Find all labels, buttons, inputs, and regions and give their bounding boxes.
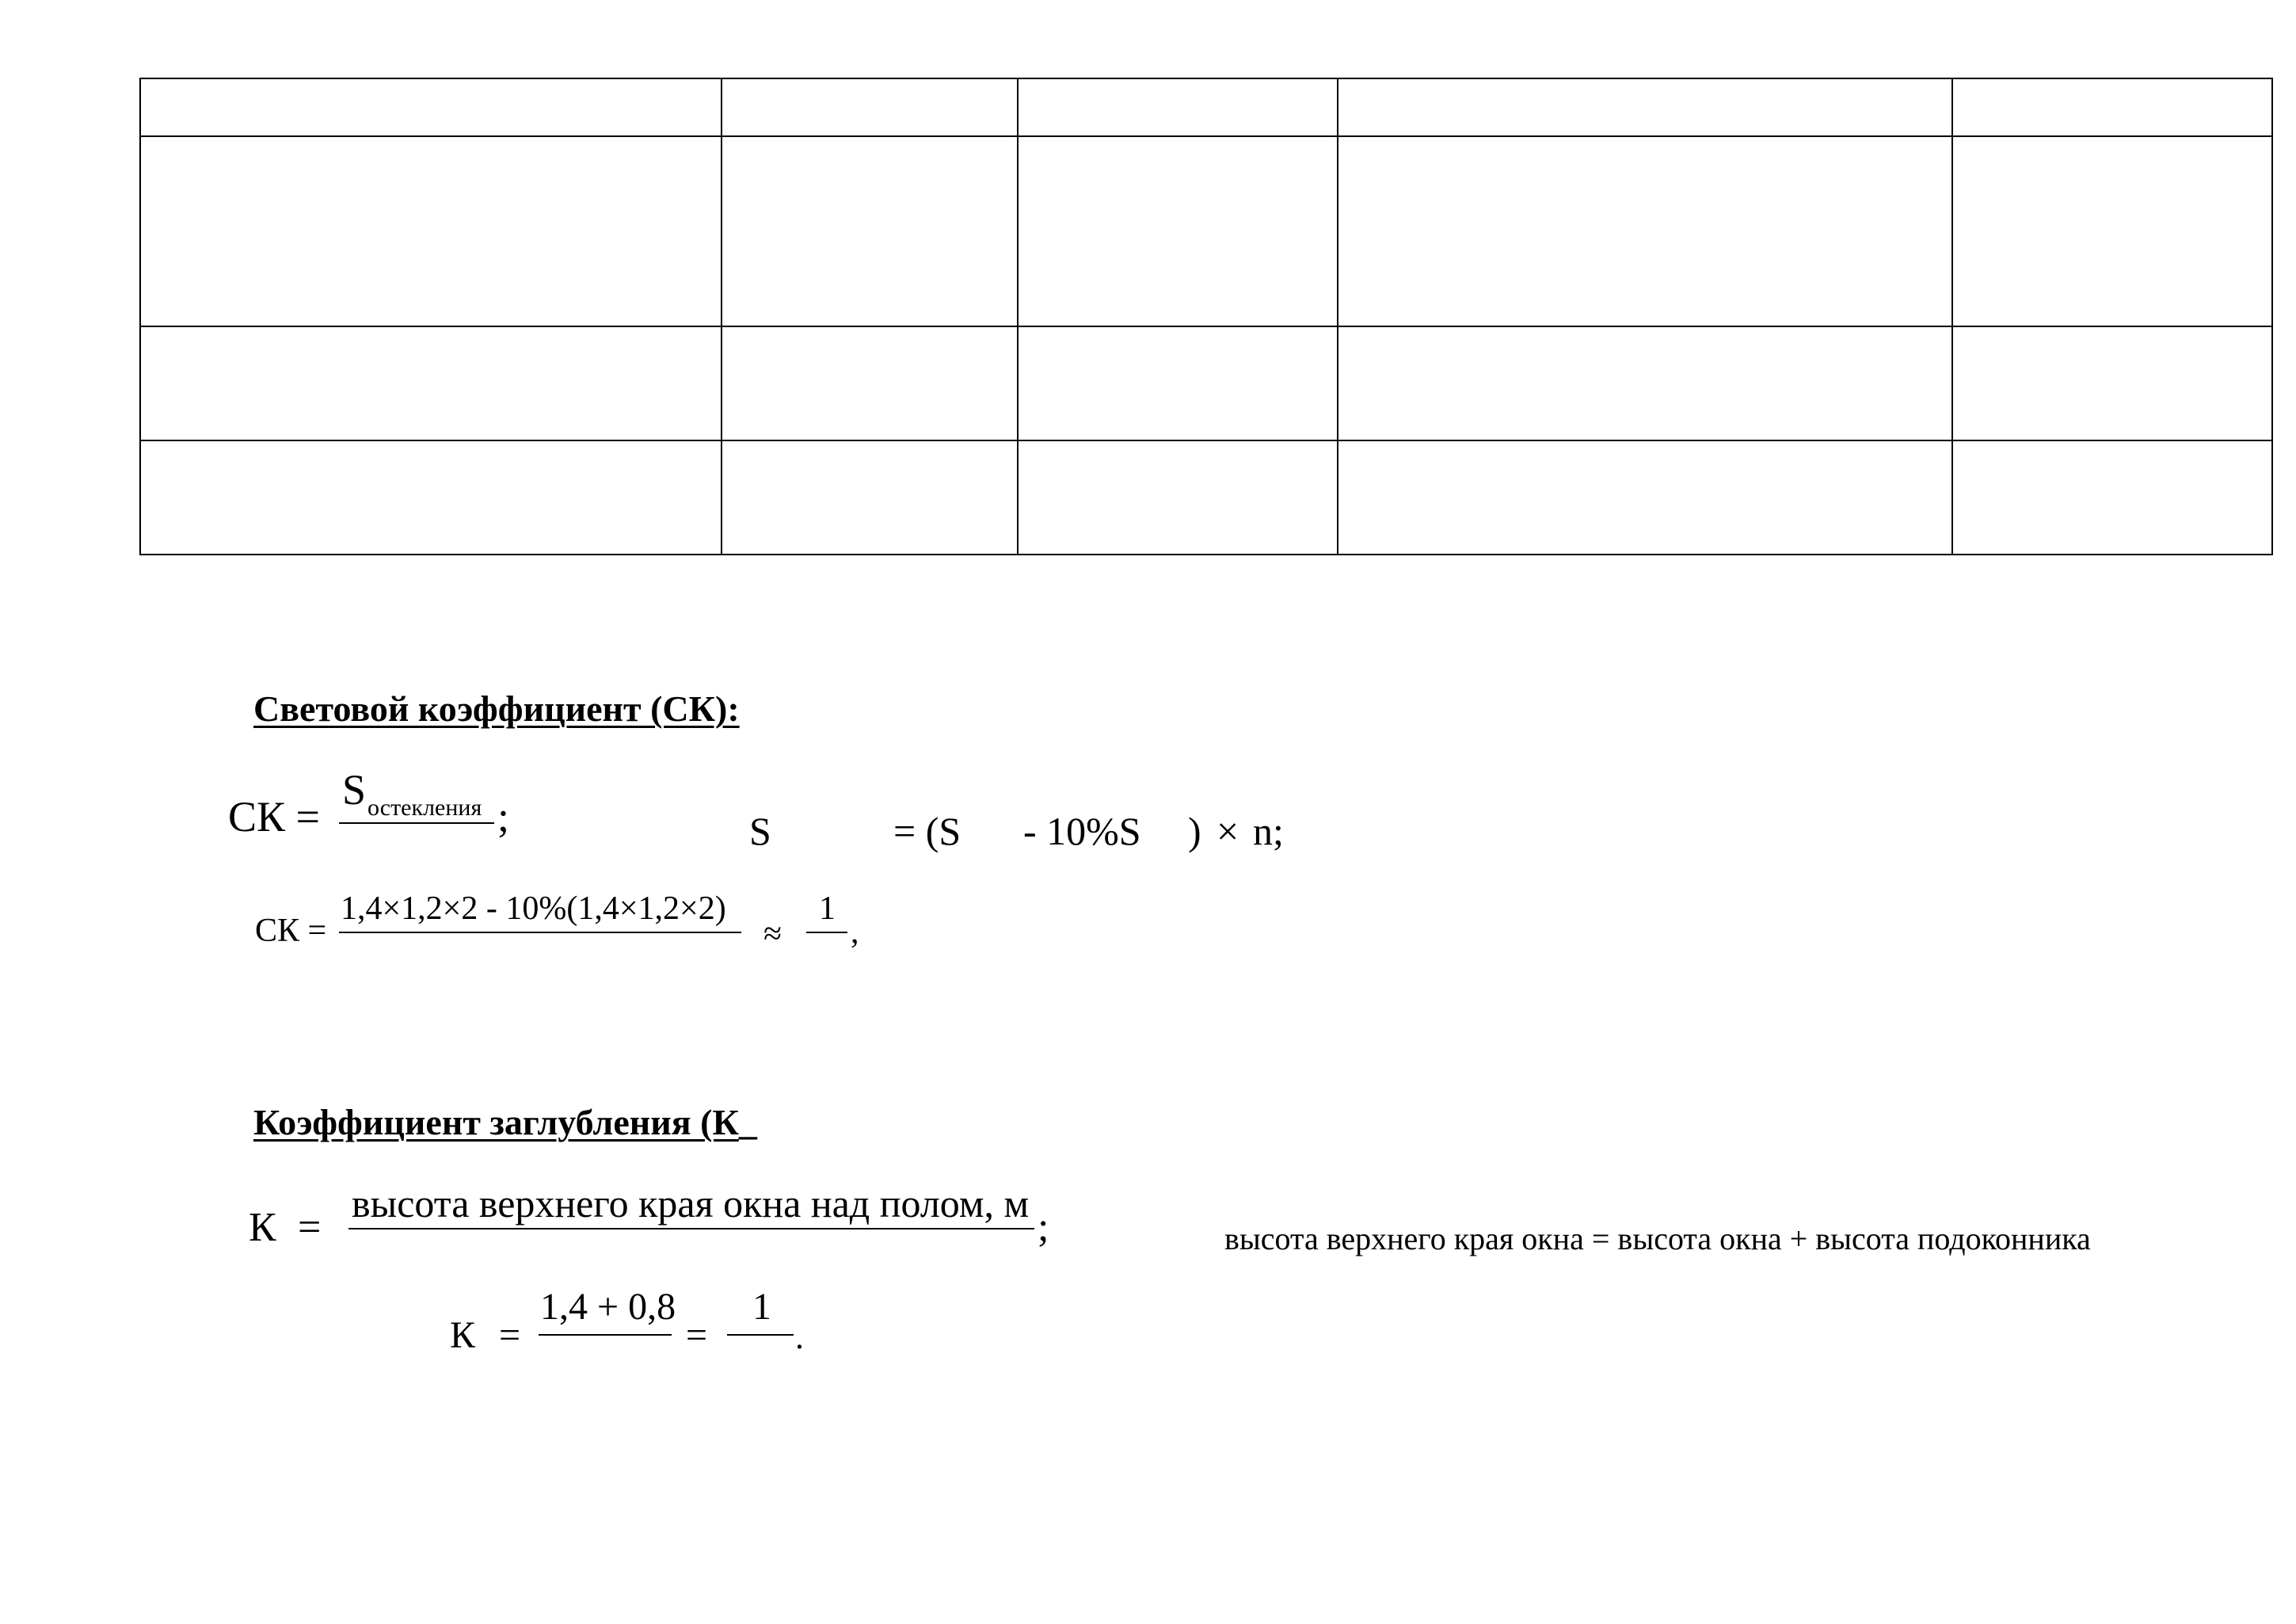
window-count: n; (1253, 809, 1284, 853)
table-cell (1338, 136, 1952, 326)
approx-sign: ≈ (763, 916, 782, 952)
glazing-minus-ten-percent: - 10%S (1023, 809, 1141, 853)
window-top-height-note: высота верхнего края окна = высота окна + высота подоконника (1224, 1221, 2091, 1256)
empty-table (139, 78, 2273, 555)
glazing-s-symbol: S (749, 809, 771, 853)
depth-coefficient-heading: Коэффициент заглубления (К (253, 1102, 739, 1142)
calc-comma: , (851, 914, 859, 951)
table-cell (1952, 326, 2272, 440)
depth-calc-numerator: 1,4 + 0,8 (540, 1286, 676, 1328)
depth-calc-equals-2: = (686, 1314, 708, 1356)
table-cell (722, 440, 1018, 555)
glazing-area-symbol: S (342, 766, 367, 814)
depth-calc-equals: = (499, 1314, 521, 1356)
table-cell (1338, 326, 1952, 440)
light-coefficient-heading: Световой коэффициент (СК): (253, 688, 740, 729)
table-cell (1018, 326, 1338, 440)
fraction-line (727, 1334, 794, 1336)
depth-formula-semicolon: ; (1038, 1205, 1049, 1250)
table-cell (140, 440, 722, 555)
depth-equals-sign: = (298, 1205, 322, 1250)
table-cell (1018, 136, 1338, 326)
light-coefficient-calc-lhs: СК = (255, 913, 327, 949)
table-cell (1952, 440, 2272, 555)
table-cell (140, 136, 722, 326)
table-cell (140, 326, 722, 440)
fraction-line (806, 932, 847, 933)
depth-coefficient-heading-group (253, 1104, 771, 1141)
table-row (140, 136, 2272, 326)
fraction-line (539, 1334, 672, 1336)
heading-blank: _ (738, 1102, 757, 1142)
depth-formula-numerator: высота верхнего края окна над полом, м (352, 1181, 1030, 1226)
depth-result-numerator: 1 (752, 1286, 771, 1328)
times-sign: × (1217, 809, 1239, 853)
light-coefficient-lhs: СК = (228, 793, 320, 841)
table-cell (1952, 136, 2272, 326)
glazing-area-subscript: остекления (367, 795, 482, 821)
table-cell (140, 78, 722, 136)
table-cell (722, 78, 1018, 136)
table-cell (1018, 440, 1338, 555)
glazing-close-paren: ) (1188, 809, 1201, 853)
light-coefficient-result-numerator: 1 (819, 890, 836, 927)
table-cell (1338, 440, 1952, 555)
fraction-line (339, 932, 741, 933)
table-row (140, 78, 2272, 136)
fraction-line (348, 1228, 1034, 1229)
light-coefficient-calc-numerator: 1,4×1,2×2 - 10%(1,4×1,2×2) (341, 890, 726, 927)
table-cell (722, 136, 1018, 326)
table-cell (722, 326, 1018, 440)
table-cell (1018, 78, 1338, 136)
depth-calc-lhs: К (450, 1314, 476, 1356)
table-row (140, 440, 2272, 555)
fraction-line (339, 822, 494, 824)
depth-calc-period: . (795, 1317, 804, 1356)
table-row (140, 326, 2272, 440)
table-cell (1952, 78, 2272, 136)
glazing-equals-open: = (S (893, 809, 961, 853)
depth-coefficient-lhs: К (249, 1205, 276, 1250)
table-cell (1338, 78, 1952, 136)
formula-semicolon: ; (497, 793, 510, 841)
